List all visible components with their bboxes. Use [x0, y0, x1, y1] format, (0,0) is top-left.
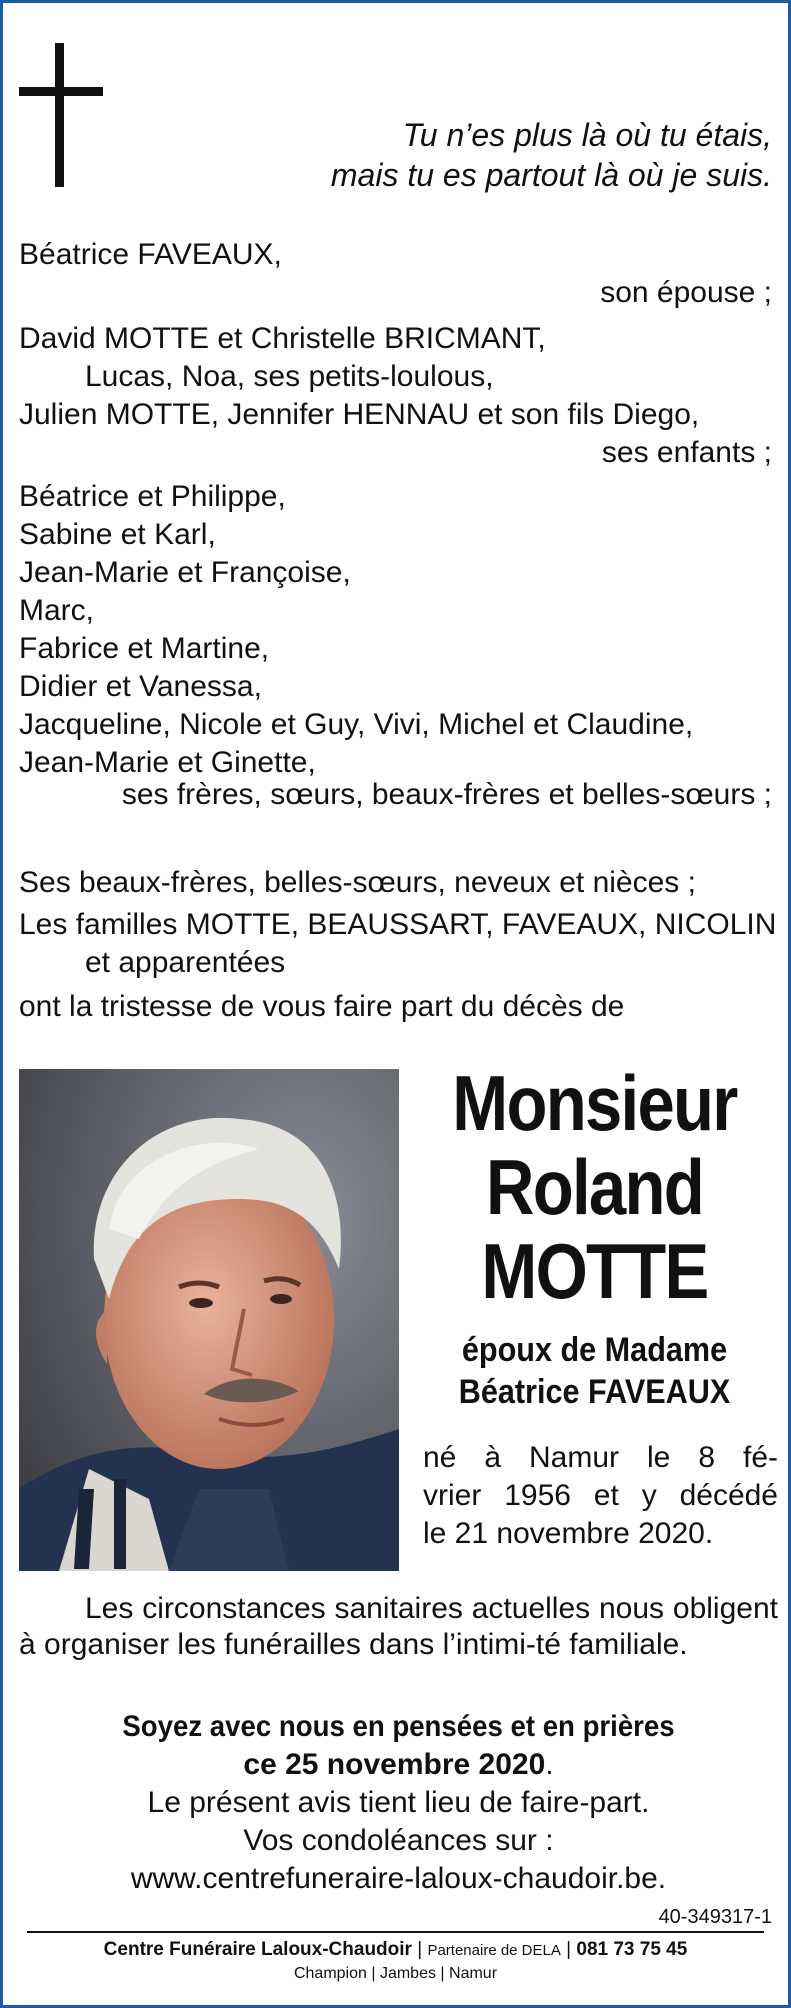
condolences-label: Vos condoléances sur :: [243, 1824, 554, 1857]
deceased-last-name: MOTTE: [481, 1227, 708, 1315]
quote: [331, 115, 772, 195]
separator-1: |: [417, 1939, 428, 1960]
families-line-2: et apparentées: [85, 946, 286, 979]
born-line-1: né à Namur le 8 fé-: [423, 1441, 778, 1474]
prayer-date: ce 25 novembre 2020: [243, 1748, 546, 1781]
phone-number[interactable]: 081 73 75 45: [576, 1939, 688, 1960]
born-line-2: vrier 1956 et y décédé: [423, 1479, 778, 1512]
sibling-8: Jean-Marie et Ginette,: [19, 746, 316, 779]
deceased-name: [411, 1061, 778, 1313]
partner-text: Partenaire de DELA: [427, 1942, 561, 1959]
sibling-5: Fabrice et Martine,: [19, 632, 270, 665]
quote-line-2: mais tu es partout là où je suis.: [330, 157, 772, 193]
spouse-line-2: Béatrice FAVEAUX: [458, 1373, 731, 1411]
footer-company-line: [3, 1939, 788, 1961]
prayer-line-2: [19, 1747, 778, 1783]
separator-2: |: [566, 1939, 577, 1960]
children-role: ses enfants ;: [601, 436, 772, 469]
sibling-3: Jean-Marie et Françoise,: [19, 556, 351, 589]
spouse-of: [411, 1329, 778, 1413]
quote-line-1: Tu n’es plus là où tu étais,: [402, 117, 772, 153]
sibling-6: Didier et Vanessa,: [19, 670, 262, 703]
spouse-line-1: époux de Madame: [461, 1331, 728, 1369]
deceased-title: Monsieur: [452, 1059, 737, 1147]
prayer-date-period: .: [545, 1748, 554, 1781]
birth-death-details: [423, 1439, 778, 1553]
cross-icon: [19, 43, 103, 187]
deceased-first-name: Roland: [485, 1143, 703, 1231]
condolences-website[interactable]: www.centrefuneraire-laloux-chaudoir.be.: [130, 1862, 667, 1895]
announcement: ont la tristesse de vous faire part du décès de: [19, 990, 625, 1023]
circumstances-text: Les circonstances sanitaires actuelles nous obligent à organiser les funérailles dans l’intimi-té familiale.: [19, 1592, 778, 1661]
deceased-photo: [19, 1069, 399, 1571]
sibling-4: Marc,: [19, 594, 94, 627]
born-line-3: le 21 novembre 2020.: [423, 1517, 714, 1550]
inlaws: Ses beaux-frères, belles-sœurs, neveux et nièces ;: [19, 866, 696, 899]
families-line-1: Les familles MOTTE, BEAUSSART, FAVEAUX, NICOLIN: [19, 908, 777, 941]
prayer-line-1: Soyez avec nous en pensées et en prières: [122, 1710, 675, 1743]
company-name: Centre Funéraire Laloux-Chaudoir: [103, 1939, 412, 1960]
sibling-2: Sabine et Karl,: [19, 518, 216, 551]
siblings-role: ses frères, sœurs, beaux-frères et belles-sœurs ;: [121, 778, 772, 811]
faire-part-text: Le présent avis tient lieu de faire-part.: [147, 1786, 650, 1819]
footer-divider: [27, 1931, 764, 1933]
sibling-7: Jacqueline, Nicole et Guy, Vivi, Michel et Claudine,: [19, 708, 694, 741]
child-1: David MOTTE et Christelle BRICMANT,: [19, 322, 546, 355]
spouse-role: son épouse ;: [600, 276, 772, 309]
footer-locations: Champion | Jambes | Namur: [293, 1965, 498, 1982]
sibling-1: Béatrice et Philippe,: [19, 480, 286, 513]
child-2: Julien MOTTE, Jennifer HENNAU et son fils Diego,: [19, 398, 700, 431]
grandchildren: Lucas, Noa, ses petits-loulous,: [85, 360, 494, 393]
spouse-name: Béatrice FAVEAUX,: [19, 238, 282, 271]
reference-number: 40-349317-1: [658, 1906, 772, 1928]
